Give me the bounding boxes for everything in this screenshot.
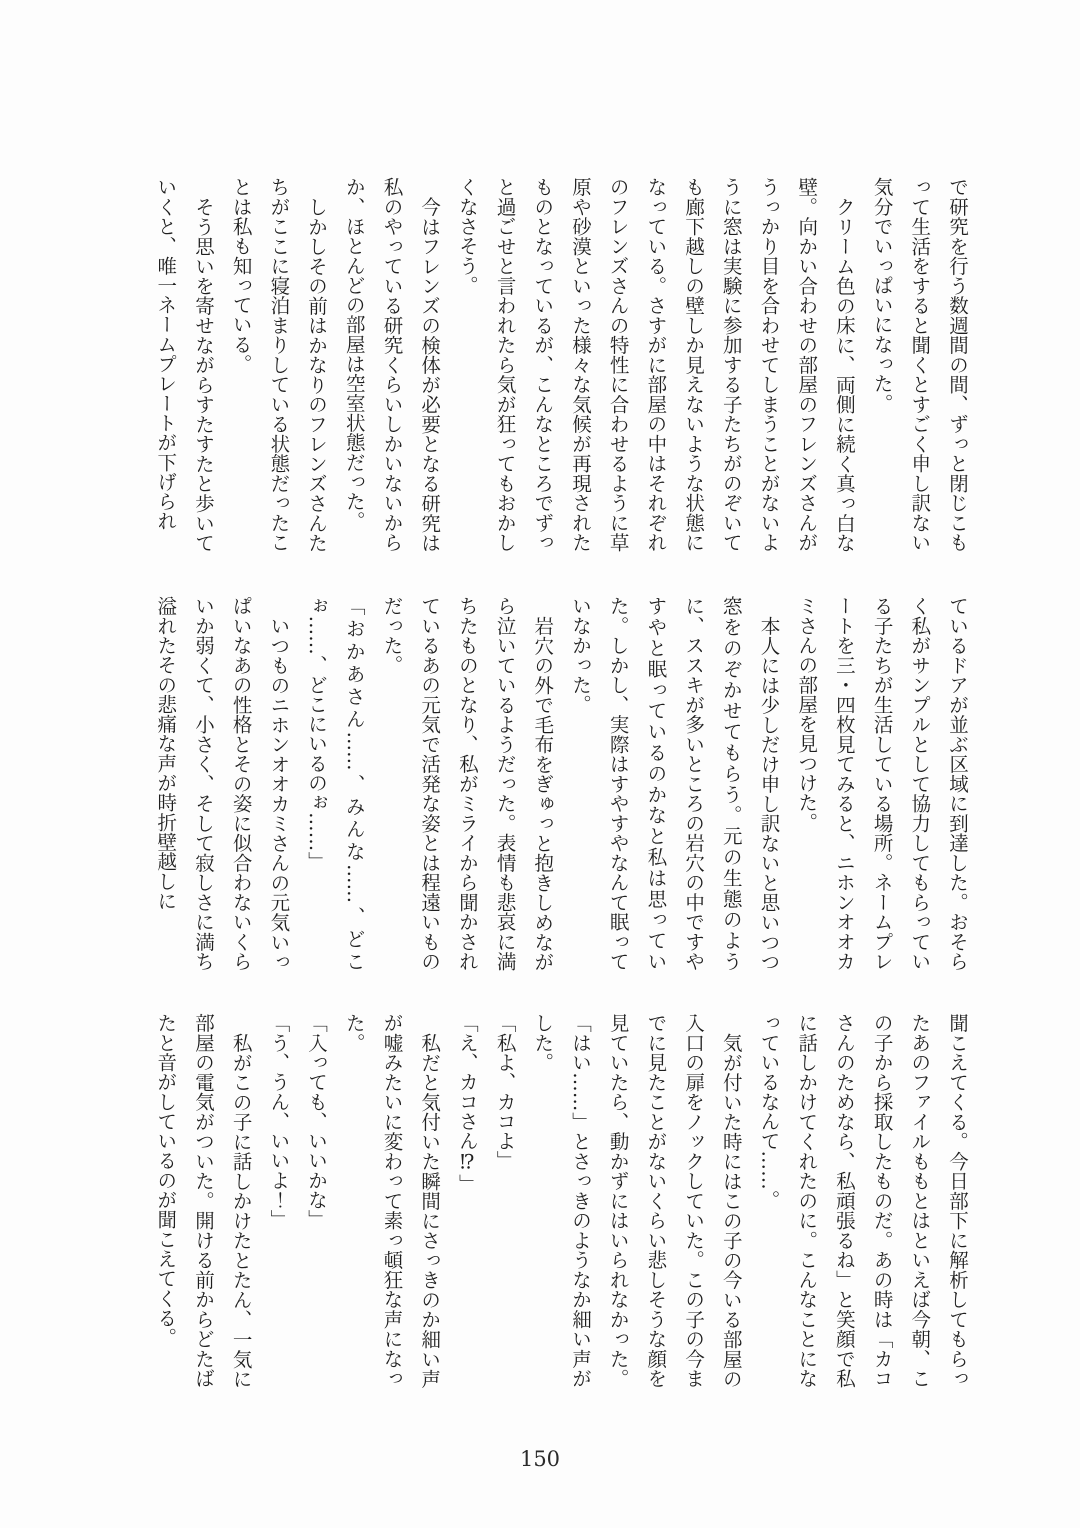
- paragraph-segment: ているドアが並ぶ区域に到達した。おそらく私がサンプルとして協力してもらっている子たちが生活している場所。ネームプレートを三・四枚見てみると、ニホンオオカミさんの部屋を見つけた。: [795, 596, 969, 971]
- paragraph-segment: 「私よ、カコよ」: [493, 1013, 517, 1171]
- paragraph-segment: 私だと気付いた瞬間にさっきのか細い声が嘘みたいに変わって素っ頓狂な声になった。: [342, 1013, 442, 1388]
- text-block-bottom: [146, 1013, 976, 1388]
- paragraph-segment: いつものニホンオオカミさんの元気いっぱいなあの性格とその姿に似合わないくらいか弱くて、小さく、そして寂しさに満ち溢れたその悲痛な声が時折壁越しに: [154, 596, 291, 971]
- paragraph-segment: 私がこの子に話しかけたとたん、一気に部屋の電気がついた。開ける前からどたばたと音がしているのが聞こえてくる。: [154, 1013, 253, 1388]
- paragraph-segment: 気が付いた時にはこの子の今いる部屋の入口の扉をノックしていた。この子の今までに見たことがないくらい悲しそうな顔を見ていたら、動かずにはいられなかった。「はい……」とさっきのようなか細い声がした。: [531, 1013, 743, 1388]
- paragraph-segment: そう思いを寄せながらすたすたと歩いていくと、唯一ネームプレートが下げられ: [154, 177, 215, 552]
- paragraph-segment: クリーム色の床に、両側に続く真っ白な壁。向かい合わせの部屋のフレンズさんがうっかり目を合わせてしまうことがないように窓は実験に参加する子たちがのぞいても廊下越しの壁しか見えないような状態になっている。さすがに部屋の中はそれぞれのフレンズさんの特性に合わせるように草原や砂漠といった様々な気候が再現されたものとなっているが、こんなところでずっと過ごせと言われたら気が狂ってもおかしくなさそう。: [455, 177, 856, 552]
- paragraph-segment: で研究を行う数週間の間、ずっと閉じこもって生活をすると聞くとすごく申し訳ない気分でいっぱいになった。: [870, 177, 969, 552]
- paragraph-segment: 「う、うん、いいよ！」: [267, 1013, 291, 1230]
- paragraph-segment: 聞こえてくる。今日部下に解析してもらったあのファイルももとはといえば今朝、この子から採取したものだ。あの時は「カコさんのためなら、私頑張るね」と笑顔で私に話しかけてくれたのに。こんなことになっているなんて……。: [757, 1013, 969, 1388]
- paragraph-segment: 本人には少しだけ申し訳ないと思いつつ窓をのぞかせてもらう。元の生態のように、ススキが多いところの岩穴の中ですやすやと眠っているのかなと私は思っていた。しかし、実際はすやすやなんて眠っていなかった。: [568, 596, 781, 971]
- paragraph-segment: 「え、カコさん⁉」: [455, 1013, 479, 1194]
- paragraph-segment: 今はフレンズの検体が必要となる研究は私のやっている研究くらいしかいないからか、ほとんどの部屋は空室状態だった。: [342, 177, 442, 552]
- paragraph-segment: しかしその前はかなりのフレンズさんたちがここに寝泊まりしている状態だったことは私も知っている。: [229, 177, 329, 552]
- page-number: 150: [519, 1447, 561, 1471]
- paragraph-segment: 「おかあさん……、みんな……、どこぉ……、どこにいるのぉ……」: [305, 596, 366, 971]
- paragraph-segment: 「入っても、いいかな」: [305, 1013, 329, 1230]
- text-block-middle: [146, 596, 976, 971]
- paragraph-segment: 岩穴の外で毛布をぎゅっと抱きしめながら泣いているようだった。表情も悲哀に満ちたものとなり、私がミライから聞かされているあの元気で活発な姿とは程遠いものだった。: [380, 596, 555, 971]
- text-block-top: [146, 177, 976, 552]
